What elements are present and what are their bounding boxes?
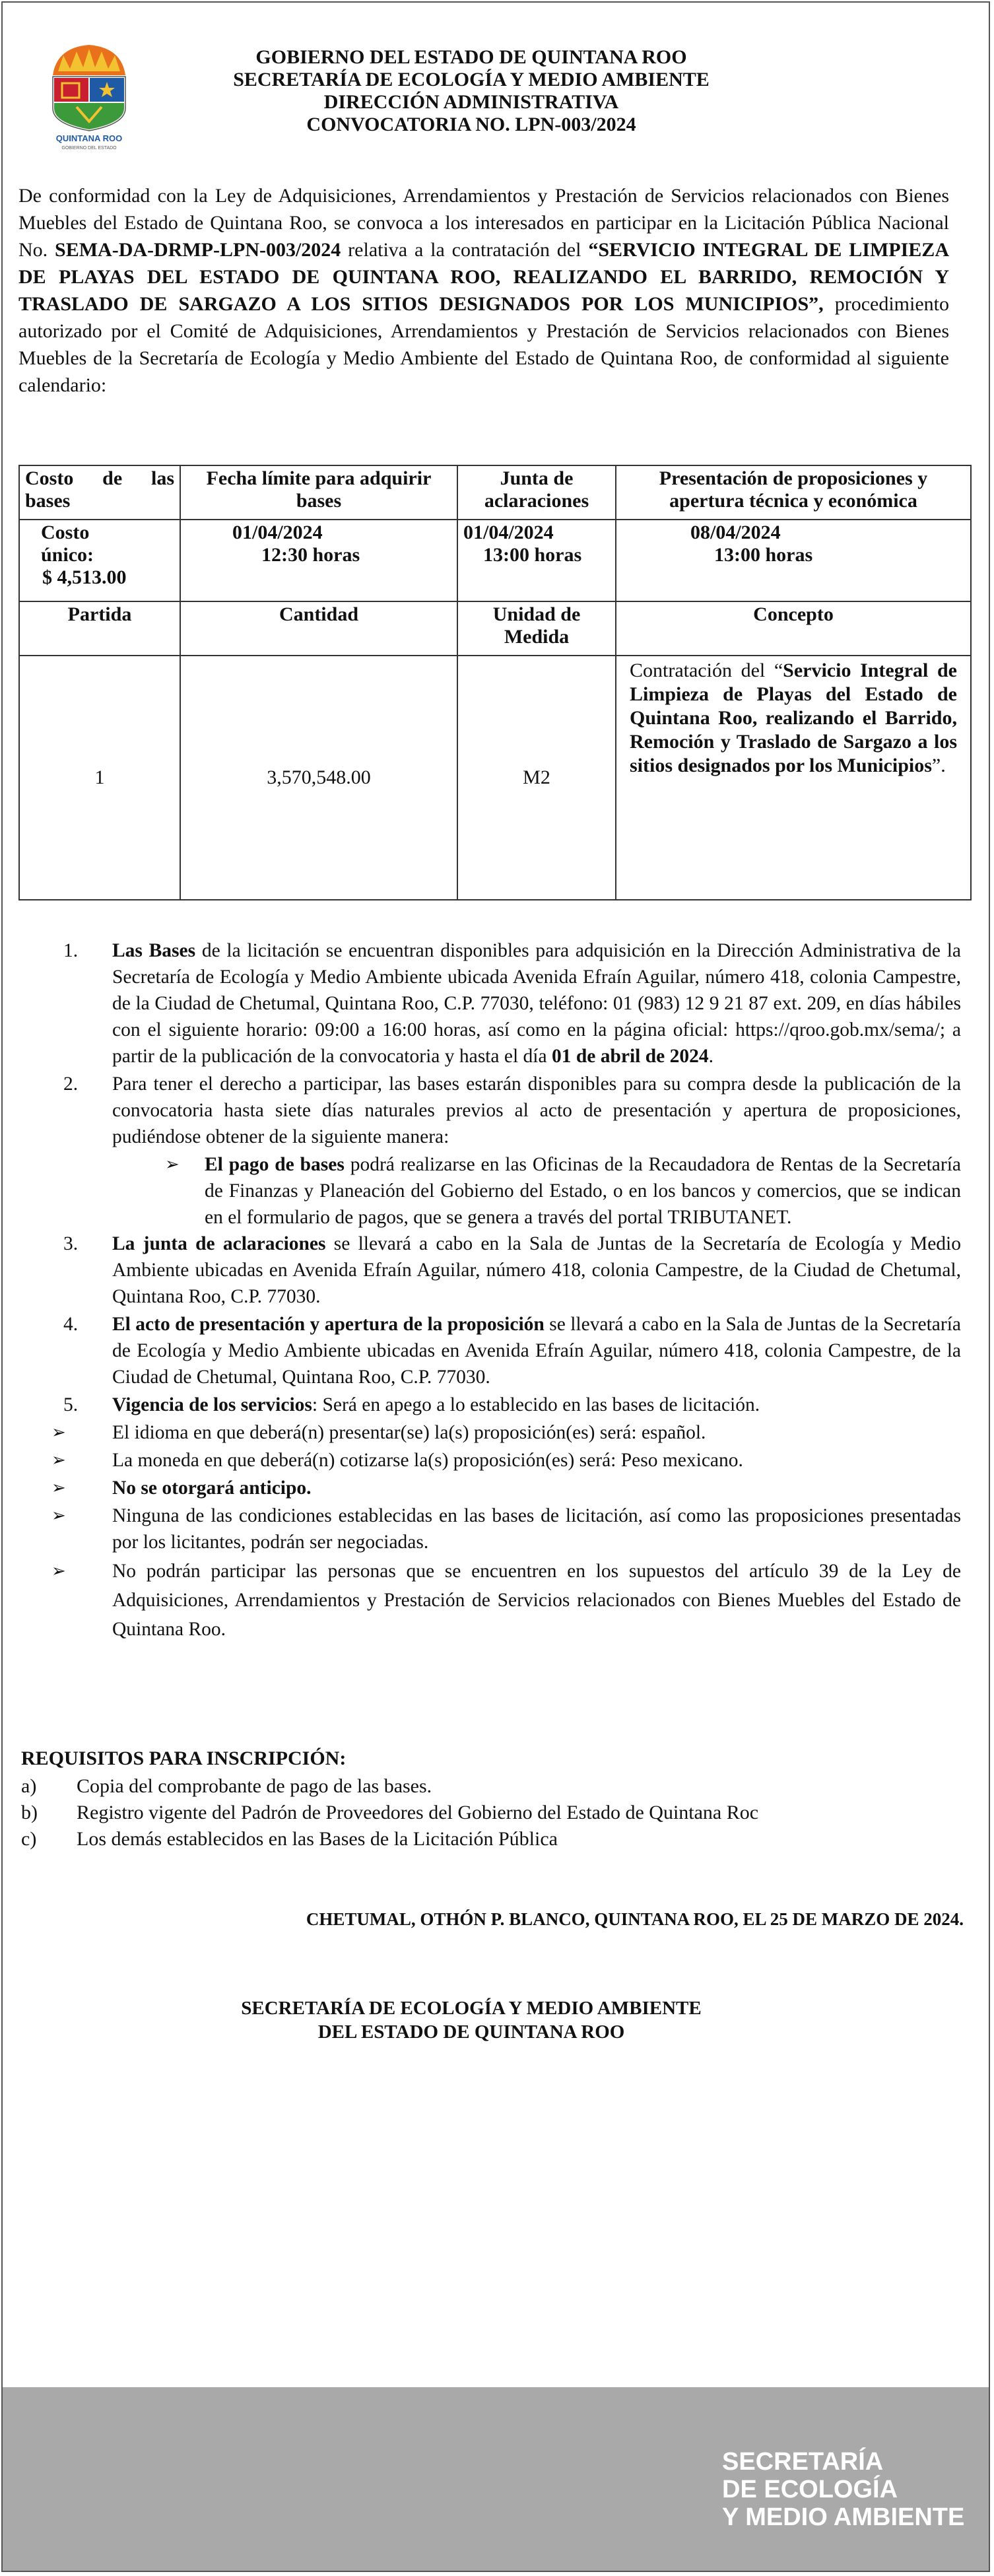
cost-value: $ 4,513.00	[42, 566, 127, 588]
signature-block	[201, 1996, 742, 2044]
item-cantidad: 3,570,548.00	[180, 656, 457, 900]
header-fecha-limite: Fecha límite para adquirir bases	[180, 465, 457, 520]
closing-place-date: CHETUMAL, OTHÓN P. BLANCO, QUINTANA ROO, EL 25 DE MARZO DE 2024.	[306, 1909, 964, 1929]
deadline-time: 12:30 horas	[261, 544, 360, 566]
arrow-bullet-icon: ➢	[51, 1506, 66, 1526]
calendar-values-row	[19, 520, 971, 601]
requirement-a: a) Copia del comprobante de pago de las bases.	[21, 1775, 432, 1797]
presentation-date: 08/04/2024	[690, 522, 781, 543]
header-line-convocatoria: CONVOCATORIA NO. LPN-003/2024	[306, 114, 636, 135]
term-1-bases: 1. Las Bases de la licitación se encuentran disponibles para adquisición en la Dirección Administrativa de la Secretaría de Ecología y Medio Ambiente ubicada Avenida Efraín Aguilar, número 418, colonia Campestre, de la Ciudad de Chetumal, Quintana Roo, C.P. 77030, teléfono: 01 (983) 12 9 21 87 ext. 209, en días hábiles con el siguiente horario: 09:00 a 16:00 horas, así como en la página oficial: https://qroo.gob.mx/sema/; a partir de la publicación de la convocatoria y hasta el día 01 de abril de 2024.	[63, 940, 961, 1067]
document-header	[3, 3, 990, 168]
arrow-bullet-icon: ➢	[51, 1423, 66, 1442]
footer-brand-line-2: DE ECOLOGÍA	[722, 2476, 898, 2503]
header-costo-bases-2: bases	[25, 490, 71, 512]
term-2-participation: 2. Para tener el derecho a participar, las bases estarán disponibles para su compra desde la publicación de la convocatoria hasta siete días naturales previos al acto de presentación y apertura de proposiciones, pudiéndose obtener de la siguiente manera:	[63, 1073, 961, 1147]
header-presentacion: Presentación de proposiciones y apertura técnica y económica	[616, 465, 971, 520]
bullet-exclusions: ➢ No podrán participar las personas que se encuentren en los supuestos del artículo 39 de la Ley de Adquisiciones, Arrendamientos y Prestación de Servicios relacionados con Bienes Muebles del Estado de Quintana Roo.	[49, 1557, 961, 1644]
intro-paragraph	[18, 182, 949, 399]
footer-band	[3, 2387, 990, 2572]
intro-text-3: procedimiento autorizado por el Comité de Adquisiciones, Arrendamientos y Prestación de Servicios relacionados con Bienes Muebles de la Secretaría de Ecología y Medio Ambiente del Estado de Quintana Roo, de conformidad al siguiente calendario:	[18, 293, 949, 396]
svg-text:GOBIERNO DEL ESTADO: GOBIERNO DEL ESTADO	[61, 146, 117, 151]
terms-list	[49, 937, 961, 1645]
header-concepto: Concepto	[616, 601, 971, 656]
bullet-no-negotiation: ➢ Ninguna de las condiciones establecidas en las bases de licitación, así como las proposiciones presentadas por los licitantes, podrán ser negociadas.	[49, 1503, 961, 1555]
footer-brand-logo	[722, 2448, 964, 2531]
arrow-bullet-icon: ➢	[51, 1561, 66, 1581]
meeting-date: 01/04/2024	[463, 522, 554, 543]
item-unidad: M2	[457, 656, 616, 900]
signature-line-1: SECRETARÍA DE ECOLOGÍA Y MEDIO AMBIENTE	[241, 1998, 702, 2019]
intro-text-1: De conformidad con la Ley de Adquisiciones, Arrendamientos y Prestación de Servicios relacionados con Bienes Muebles del Estado de Quintana Roo, se convoca a los interesados en participar en la Licitación Pública Nacional No.	[18, 185, 949, 261]
items-header-row	[19, 601, 971, 656]
cost-label: Costo único:	[41, 522, 94, 566]
bullet-currency: ➢ La moneda en que deberá(n) cotizarse la(s) proposición(es) será: Peso mexicano.	[49, 1447, 961, 1474]
arrow-bullet-icon: ➢	[165, 1155, 180, 1174]
footer-brand-line-1: SECRETARÍA	[722, 2448, 884, 2476]
requirement-b: b) Registro vigente del Padrón de Proveedores del Gobierno del Estado de Quintana Roc	[21, 1802, 759, 1823]
header-junta-aclaraciones: Junta de aclaraciones	[457, 465, 616, 520]
calendar-table	[18, 465, 972, 900]
footer-brand-line-3: Y MEDIO AMBIENTE	[722, 2503, 965, 2531]
requirements-title: REQUISITOS PARA INSCRIPCIÓN:	[21, 1747, 347, 1769]
meeting-cell	[457, 520, 616, 601]
term-2-payment: ➢ El pago de bases podrá realizarse en las Oficinas de la Recaudadora de Rentas de la Secretaría de Finanzas y Planeación del Gobierno del Estado, o en los bancos y comercios, que se indican en el formulario de pagos, que se genera a través del portal TRIBUTANET.	[49, 1151, 961, 1231]
arrow-bullet-icon: ➢	[51, 1478, 66, 1498]
requirements-section	[21, 1746, 958, 1852]
deadline-cell	[180, 520, 457, 601]
intro-text-2: relativa a la contratación del	[341, 239, 589, 261]
item-partida: 1	[19, 656, 180, 900]
presentation-cell	[616, 520, 971, 601]
term-5-validity: 5. Vigencia de los servicios: Será en apego a lo establecido en las bases de licitación.	[63, 1394, 760, 1415]
term-3-clarifications: 3. La junta de aclaraciones se llevará a cabo en la Sala de Juntas de la Secretaría de Ecología y Medio Ambiente ubicadas en Avenida Efraín Aguilar, número 418, colonia Campestre, de la Ciudad de Chetumal, Quintana Roo, C.P. 77030.	[63, 1233, 961, 1307]
bullet-language: ➢ El idioma en que deberá(n) presentar(se) la(s) proposición(es) será: español.	[49, 1419, 961, 1446]
term-4-presentation: 4. El acto de presentación y apertura de la proposición se llevará a cabo en la Sala de Juntas de la Secretaría de Ecología y Medio Ambiente ubicadas en Avenida Efraín Aguilar, número 418, colonia Campestre, de la Ciudad de Chetumal, Quintana Roo, C.P. 77030.	[63, 1314, 961, 1388]
license-number: SEMA-DA-DRMP-LPN-003/2024	[55, 239, 341, 261]
service-title: “SERVICIO INTEGRAL DE LIMPIEZA DE PLAYAS DEL ESTADO DE QUINTANA ROO, REALIZANDO EL BARRIDO, REMOCIÓN Y TRASLADO DE SARGAZO A LOS SITIOS DESIGNADOS POR LOS MUNICIPIOS”,	[18, 239, 949, 315]
bullet-no-advance: ➢ No se otorgará anticipo.	[49, 1475, 961, 1501]
item-concepto: Contratación del “Servicio Integral de Limpieza de Playas del Estado de Quintana Roo, realizando el Barrido, Remoción y Traslado de Sargazo a los sitios designados por los Municipios”.	[616, 656, 971, 900]
deadline-date: 01/04/2024	[232, 522, 323, 543]
item-row	[19, 656, 971, 900]
cost-cell	[19, 520, 180, 601]
svg-text:QUINTANA ROO: QUINTANA ROO	[55, 133, 123, 143]
presentation-time: 13:00 horas	[714, 544, 813, 566]
header-costo-bases: Costo de las bases	[19, 465, 180, 520]
meeting-time: 13:00 horas	[483, 544, 582, 566]
header-line-government: GOBIERNO DEL ESTADO DE QUINTANA ROO	[255, 46, 687, 68]
quintana-roo-coat-of-arms-logo	[44, 42, 135, 153]
header-cantidad: Cantidad	[180, 601, 457, 656]
document-page	[1, 1, 990, 2572]
calendar-header-row	[19, 465, 971, 520]
header-line-direction: DIRECCIÓN ADMINISTRATIVA	[323, 91, 619, 113]
header-unidad: Unidad de Medida	[457, 601, 616, 656]
arrow-bullet-icon: ➢	[51, 1450, 66, 1470]
signature-line-2: DEL ESTADO DE QUINTANA ROO	[317, 2021, 625, 2043]
header-titles	[201, 46, 742, 136]
header-line-secretariat: SECRETARÍA DE ECOLOGÍA Y MEDIO AMBIENTE	[233, 69, 710, 90]
requirement-c: c) Los demás establecidos en las Bases de la Licitación Pública	[21, 1828, 558, 1850]
header-partida: Partida	[19, 601, 180, 656]
